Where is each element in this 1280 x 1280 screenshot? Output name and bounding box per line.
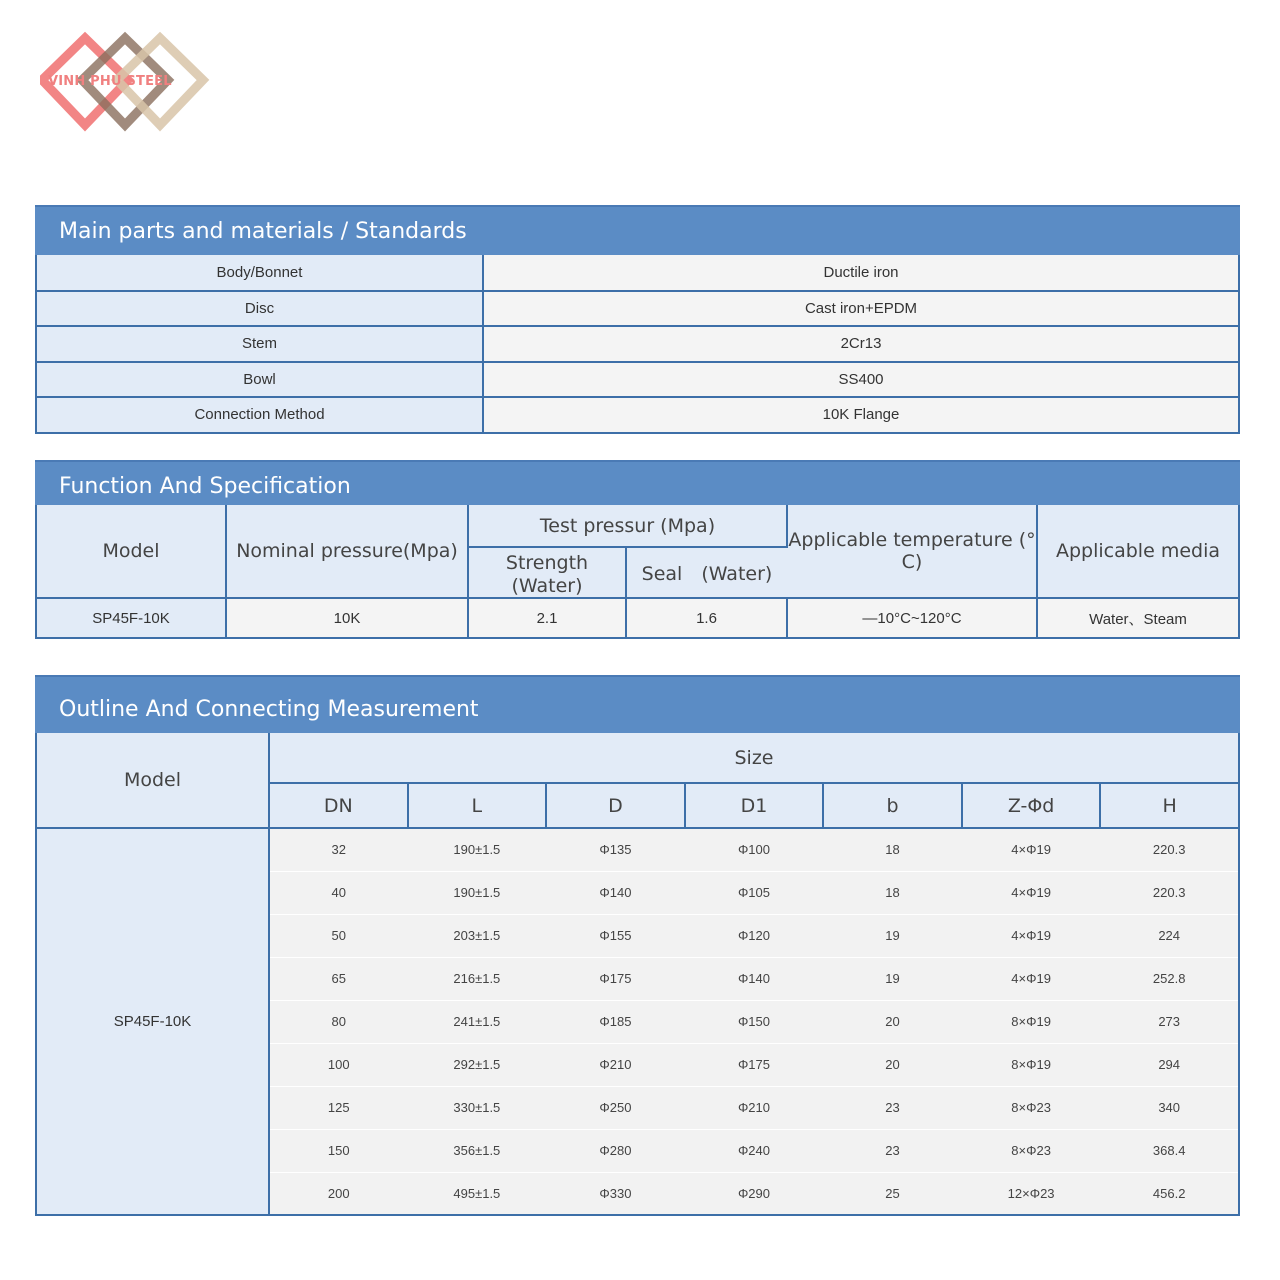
spec-header-seal: Seal (Water)	[626, 547, 787, 598]
outline-col-header: D	[546, 783, 685, 828]
outline-cell: 8×Φ19	[962, 1000, 1101, 1043]
materials-label: Body/Bonnet	[36, 255, 483, 291]
materials-label: Connection Method	[36, 397, 483, 433]
outline-cell: 456.2	[1100, 1172, 1239, 1215]
outline-cell: 4×Φ19	[962, 828, 1101, 871]
outline-cell: 241±1.5	[408, 1000, 547, 1043]
outline-cell: 4×Φ19	[962, 871, 1101, 914]
outline-cell: 150	[269, 1129, 408, 1172]
outline-cell: Φ210	[685, 1086, 824, 1129]
materials-row	[36, 291, 1239, 327]
outline-cell: 19	[823, 914, 962, 957]
outline-cell: 20	[823, 1000, 962, 1043]
outline-cell: Φ105	[685, 871, 824, 914]
outline-cell: 32	[269, 828, 408, 871]
outline-cell: 216±1.5	[408, 957, 547, 1000]
outline-model: SP45F-10K	[36, 828, 269, 1215]
outline-cell: 65	[269, 957, 408, 1000]
materials-label: Disc	[36, 291, 483, 327]
materials-value: 2Cr13	[483, 326, 1239, 362]
outline-cell: 294	[1100, 1043, 1239, 1086]
spec-title: Function And Specification	[35, 460, 1240, 505]
spec-header-model: Model	[36, 505, 226, 598]
outline-cell: 4×Φ19	[962, 957, 1101, 1000]
materials-table	[35, 255, 1240, 434]
logo-text: VINH PHU STEEL	[48, 74, 172, 89]
outline-cell: Φ150	[685, 1000, 824, 1043]
outline-cell: 203±1.5	[408, 914, 547, 957]
outline-cell: Φ330	[546, 1172, 685, 1215]
outline-cell: 100	[269, 1043, 408, 1086]
outline-col-header: D1	[685, 783, 824, 828]
outline-cell: 200	[269, 1172, 408, 1215]
outline-cell: Φ155	[546, 914, 685, 957]
outline-cell: Φ100	[685, 828, 824, 871]
outline-cell: 20	[823, 1043, 962, 1086]
outline-cell: 80	[269, 1000, 408, 1043]
outline-col-header: L	[408, 783, 547, 828]
outline-cell: 8×Φ23	[962, 1129, 1101, 1172]
materials-row	[36, 255, 1239, 291]
spec-row	[36, 598, 1239, 638]
outline-cell: 12×Φ23	[962, 1172, 1101, 1215]
outline-cell: Φ210	[546, 1043, 685, 1086]
outline-cell: 23	[823, 1129, 962, 1172]
materials-section	[35, 205, 1240, 434]
materials-value: SS400	[483, 362, 1239, 398]
materials-value: Cast iron+EPDM	[483, 291, 1239, 327]
materials-value: 10K Flange	[483, 397, 1239, 433]
outline-cell: Φ280	[546, 1129, 685, 1172]
outline-section	[35, 675, 1240, 1216]
materials-label: Stem	[36, 326, 483, 362]
spec-strength: 2.1	[468, 598, 626, 638]
outline-cell: Φ175	[685, 1043, 824, 1086]
outline-cell: 224	[1100, 914, 1239, 957]
outline-cell: 50	[269, 914, 408, 957]
outline-cell: Φ250	[546, 1086, 685, 1129]
spec-temperature: —10°C~120°C	[787, 598, 1037, 638]
outline-cell: Φ140	[546, 871, 685, 914]
outline-cell: 19	[823, 957, 962, 1000]
spec-model: SP45F-10K	[36, 598, 226, 638]
outline-cell: 292±1.5	[408, 1043, 547, 1086]
outline-title: Outline And Connecting Measurement	[35, 675, 1240, 733]
outline-cell: Φ240	[685, 1129, 824, 1172]
outline-col-header: DN	[269, 783, 408, 828]
spec-seal: 1.6	[626, 598, 787, 638]
spec-header-media: Applicable media	[1037, 505, 1239, 598]
outline-cell: 220.3	[1100, 871, 1239, 914]
outline-cell: 330±1.5	[408, 1086, 547, 1129]
materials-title: Main parts and materials / Standards	[35, 205, 1240, 255]
outline-cell: Φ135	[546, 828, 685, 871]
outline-cell: Φ290	[685, 1172, 824, 1215]
outline-cell: 18	[823, 871, 962, 914]
outline-header-model: Model	[36, 733, 269, 828]
outline-cell: 190±1.5	[408, 871, 547, 914]
materials-value: Ductile iron	[483, 255, 1239, 291]
outline-cell: 495±1.5	[408, 1172, 547, 1215]
outline-col-header: b	[823, 783, 962, 828]
outline-row	[36, 828, 1239, 871]
spec-media: Water、Steam	[1037, 598, 1239, 638]
outline-cell: 356±1.5	[408, 1129, 547, 1172]
outline-cell: 18	[823, 828, 962, 871]
outline-col-header: Z-Φd	[962, 783, 1101, 828]
spec-header-nominal: Nominal pressure(Mpa)	[226, 505, 468, 598]
outline-cell: 273	[1100, 1000, 1239, 1043]
spec-header-temperature: Applicable temperature (° C)	[787, 505, 1037, 598]
outline-table	[35, 733, 1240, 1216]
outline-cell: Φ175	[546, 957, 685, 1000]
outline-cell: Φ185	[546, 1000, 685, 1043]
outline-cell: Φ120	[685, 914, 824, 957]
outline-cell: 8×Φ19	[962, 1043, 1101, 1086]
spec-header-test: Test pressur (Mpa)	[468, 505, 787, 547]
materials-row	[36, 326, 1239, 362]
materials-label: Bowl	[36, 362, 483, 398]
outline-cell: 340	[1100, 1086, 1239, 1129]
outline-cell: 190±1.5	[408, 828, 547, 871]
outline-header-size: Size	[269, 733, 1239, 783]
outline-cell: 25	[823, 1172, 962, 1215]
outline-col-header: H	[1100, 783, 1239, 828]
brand-logo	[40, 30, 210, 140]
outline-cell: 23	[823, 1086, 962, 1129]
materials-row	[36, 362, 1239, 398]
spec-header-strength: Strength (Water)	[468, 547, 626, 598]
outline-cell: 40	[269, 871, 408, 914]
outline-cell: 220.3	[1100, 828, 1239, 871]
spec-section	[35, 460, 1240, 639]
materials-row	[36, 397, 1239, 433]
spec-nominal: 10K	[226, 598, 468, 638]
outline-cell: 8×Φ23	[962, 1086, 1101, 1129]
outline-cell: 125	[269, 1086, 408, 1129]
outline-cell: 4×Φ19	[962, 914, 1101, 957]
spec-table	[35, 505, 1240, 639]
outline-cell: 252.8	[1100, 957, 1239, 1000]
outline-cell: Φ140	[685, 957, 824, 1000]
outline-cell: 368.4	[1100, 1129, 1239, 1172]
